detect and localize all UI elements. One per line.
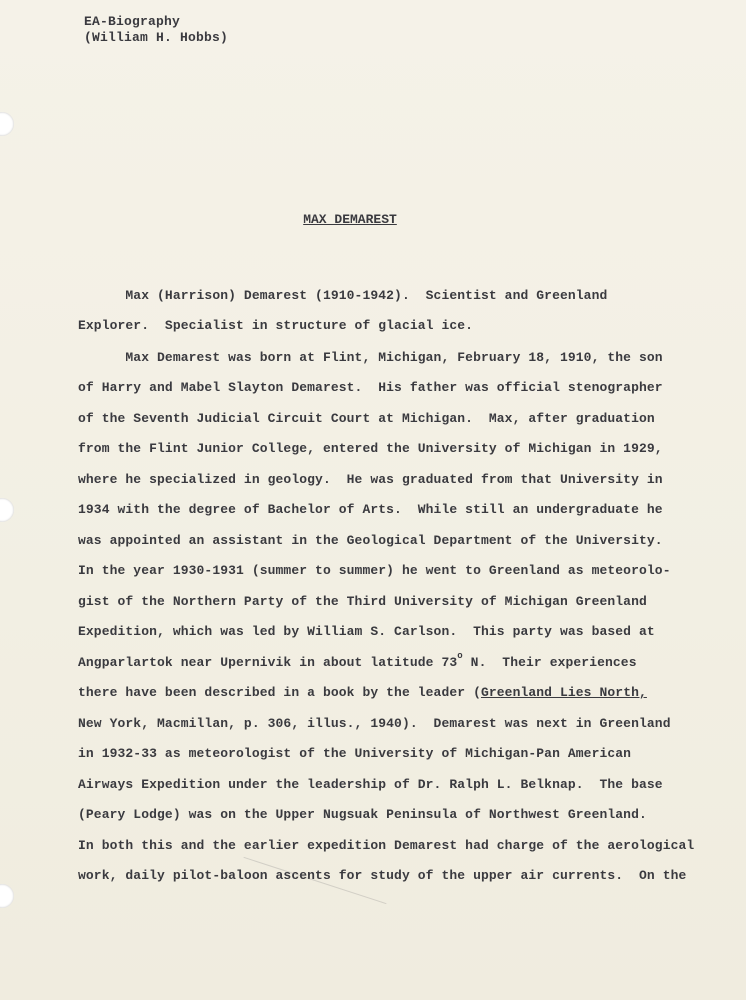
text-line: gist of the Northern Party of the Third University of Michigan Greenland <box>78 594 647 609</box>
punch-hole <box>0 884 14 908</box>
text-line-latitude <box>78 651 637 670</box>
text-line: Explorer. Specialist in structure of glacial ice. <box>78 318 474 333</box>
text-line: was appointed an assistant in the Geological Department of the University. <box>78 533 663 548</box>
punch-hole <box>0 112 14 136</box>
text-line: Max Demarest was born at Flint, Michigan, February 18, 1910, the son <box>78 350 663 365</box>
degree-mark: o <box>457 651 463 661</box>
text-line: of the Seventh Judicial Circuit Court at Michigan. Max, after graduation <box>78 411 655 426</box>
text-line: New York, Macmillan, p. 306, illus., 1940). Demarest was next in Greenland <box>78 716 671 731</box>
text-line: In both this and the earlier expedition Demarest had charge of the aerological <box>78 838 695 853</box>
text-line: (Peary Lodge) was on the Upper Nugsuak Peninsula of Northwest Greenland. <box>78 807 647 822</box>
text-line: there have been described in a book by the leader ( <box>78 685 481 700</box>
header-category: EA-Biography <box>84 14 181 29</box>
book-title: Greenland Lies North, <box>480 685 647 700</box>
text-line: Airways Expedition under the leadership of Dr. Ralph L. Belknap. The base <box>78 777 663 792</box>
text-line: Angparlartok near Upernivik in about latitude 73 <box>78 655 458 670</box>
text-line: In the year 1930-1931 (summer to summer) he went to Greenland as meteorolo- <box>78 563 671 578</box>
punch-hole <box>0 498 14 522</box>
text-line-book <box>78 685 647 700</box>
text-line: Expedition, which was led by William S. Carlson. This party was based at <box>78 624 655 639</box>
text-line: of Harry and Mabel Slayton Demarest. His father was official stenographer <box>78 380 663 395</box>
text-line: 1934 with the degree of Bachelor of Arts. While still an undergraduate he <box>78 502 663 517</box>
header-author: (William H. Hobbs) <box>84 30 229 45</box>
page-title: MAX DEMAREST <box>303 212 397 227</box>
text-line: in 1932-33 as meteorologist of the University of Michigan-Pan American <box>78 746 632 761</box>
text-line: where he specialized in geology. He was graduated from that University in <box>78 472 663 487</box>
document-header <box>84 14 228 46</box>
text-line: Max (Harrison) Demarest (1910-1942). Scientist and Greenland <box>78 288 608 303</box>
text-line-continued: N. Their experiences <box>462 655 637 670</box>
text-line: from the Flint Junior College, entered the University of Michigan in 1929, <box>78 441 663 456</box>
text-line: work, daily pilot-baloon ascents for study of the upper air currents. On the <box>78 868 687 883</box>
